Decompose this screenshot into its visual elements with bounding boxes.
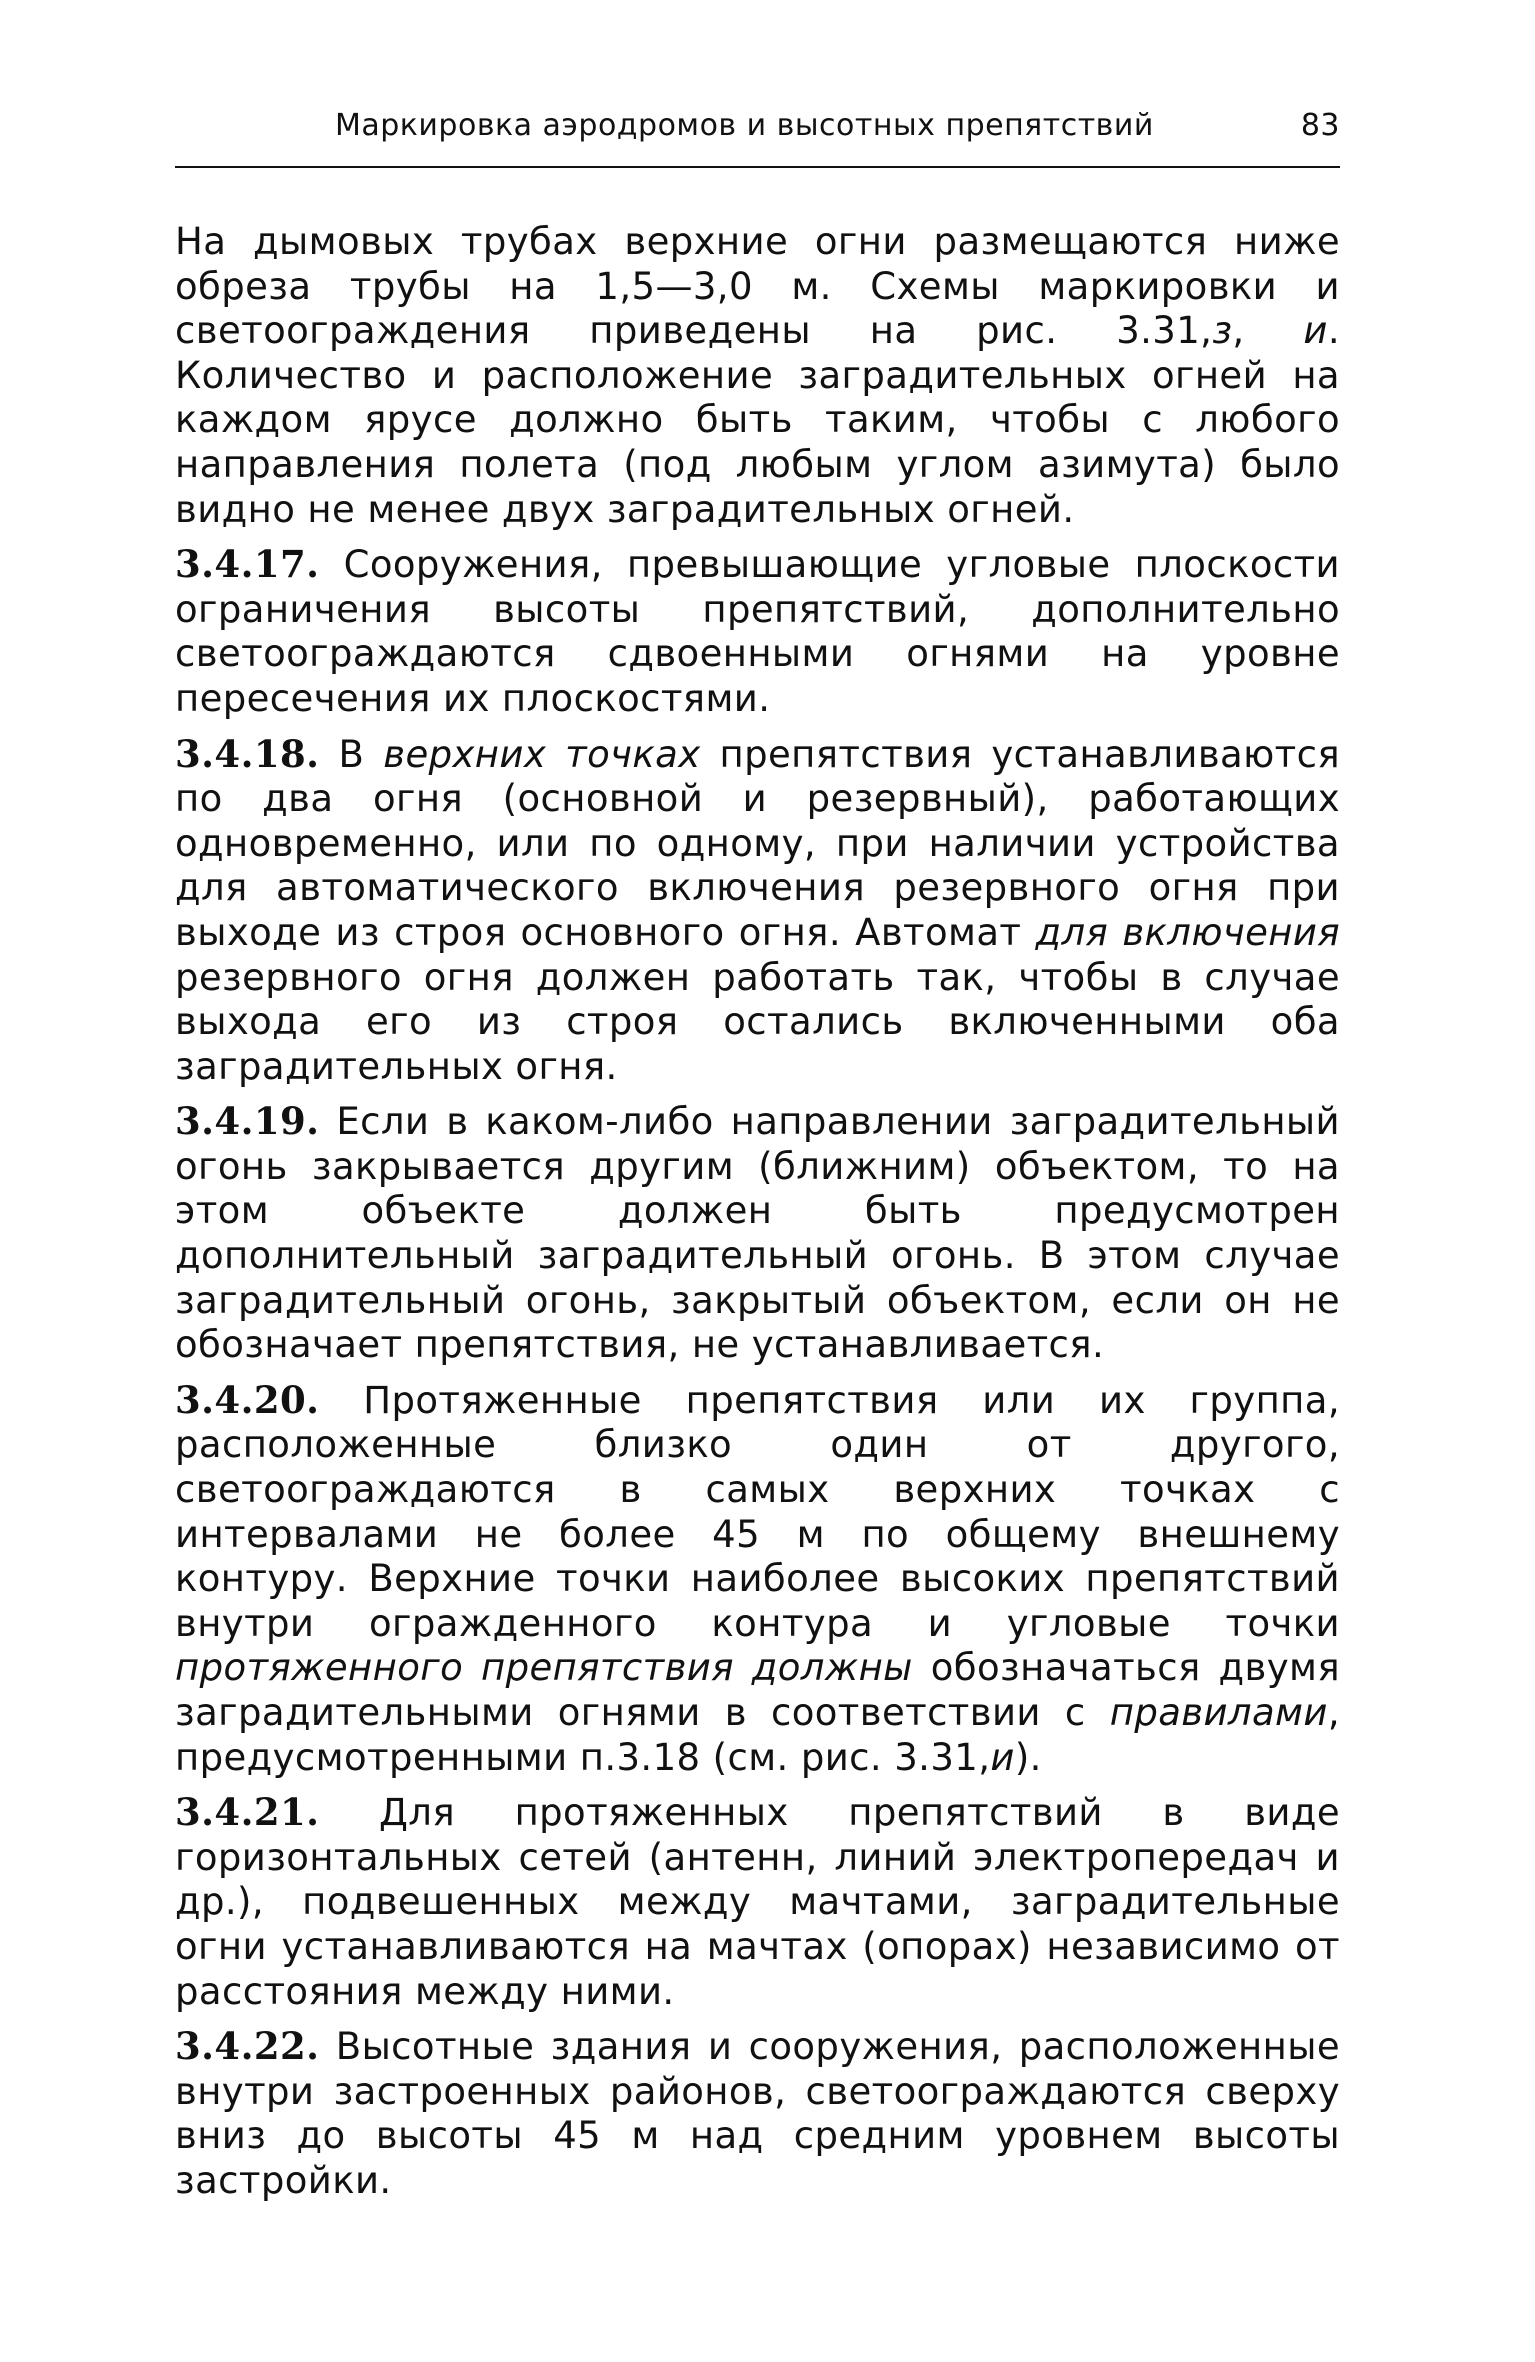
paragraph-text: Если в каком-либо направлении заградительный огонь закрывается другим (ближним) объектом, то на этом объекте должен быть предусмотрен дополнительный заградительный огонь. В этом случае заградительный огонь, закрытый объектом, если он не обозначает препятствия, не устанавливается. [175,1100,1340,1367]
paragraph-text: Высотные здания и сооружения, расположенные внутри застроенных районов, светоограждаются сверху вниз до высоты 45 м над средним уровнем высоты застройки. [175,2025,1340,2202]
paragraph-text: Сооружения, превышающие угловые плоскости ограничения высоты препятствий, дополнительно светоограждаются сдвоенными огнями на уровне пересечения их плоскостями. [175,543,1340,720]
italic-text: з [1212,309,1233,353]
clause-number: 3.4.21. [175,1790,320,1835]
paragraph [175,1099,1340,1368]
paragraph [175,220,1340,532]
clause-number: 3.4.17. [175,542,320,587]
paragraph-text: ). [1014,1735,1042,1779]
italic-text: для включения [1035,910,1340,954]
running-title: Маркировка аэродромов и высотных препятствий [335,108,1154,143]
paragraph-text: Протяженные препятствия или их группа, расположенные близко один от другого, светоограждаются в самых верхних точках с интервалами не более 45 м по общему внешнему контуру. Верхние точки наиболее высоких препятствий внутри огражденного контура и угловые точки [175,1378,1340,1645]
italic-text: протяженного препятствия должны [175,1646,913,1690]
header-rule [175,166,1340,168]
clause-number: 3.4.19. [175,1099,320,1144]
paragraph-text: В [319,732,384,776]
paragraph-text: резервного огня должен работать так, чтобы в случае выхода его из строя остались включенными оба заградительных огня. [175,955,1340,1088]
paragraph-text: обозначаться двумя заградительными огнями в соответствии с [175,1646,1340,1734]
paragraph [175,542,1340,721]
paragraph-text: , предусмотренными п.3.18 (см. рис. 3.31, [175,1691,1340,1779]
italic-text: и [1303,309,1328,353]
paragraph [175,1790,1340,2014]
clause-number: 3.4.18. [175,731,320,776]
paragraph-text: препятствия устанавливаются по два огня (основной и резервный), работающих одновременно, или по одному, при наличии устройства для автоматического включения резервного огня при выходе из строя основного огня. Автомат [175,732,1340,954]
paragraph [175,732,1340,1090]
body-text [175,220,1340,2214]
paragraph [175,1378,1340,1780]
paragraph [175,2024,1340,2203]
italic-text: и [990,1735,1015,1779]
italic-text: правилами [1109,1691,1328,1734]
running-head [175,108,1340,158]
page-number: 83 [1300,108,1340,143]
clause-number: 3.4.20. [175,1377,320,1422]
italic-text: верхних точках [383,732,701,776]
page [175,0,1340,2362]
clause-number: 3.4.22. [175,2024,320,2069]
paragraph-text: На дымовых трубах верхние огни размещаются ниже обреза трубы на 1,5—3,0 м. Схемы маркировки и светоограждения приведены на рис. 3.31, [175,220,1340,353]
paragraph-text: Для протяженных препятствий в виде горизонтальных сетей (антенн, линий электропередач и др.), подвешенных между мачтами, заградительные огни устанавливаются на мачтах (опорах) независимо от расстояния между ними. [175,1791,1340,2013]
paragraph-text: , [1232,309,1304,353]
paragraph-text: . Количество и расположение заградительных огней на каждом ярусе должно быть таким, чтобы с любого направления полета (под любым углом азимута) было видно не менее двух заградительных огней. [175,309,1340,531]
